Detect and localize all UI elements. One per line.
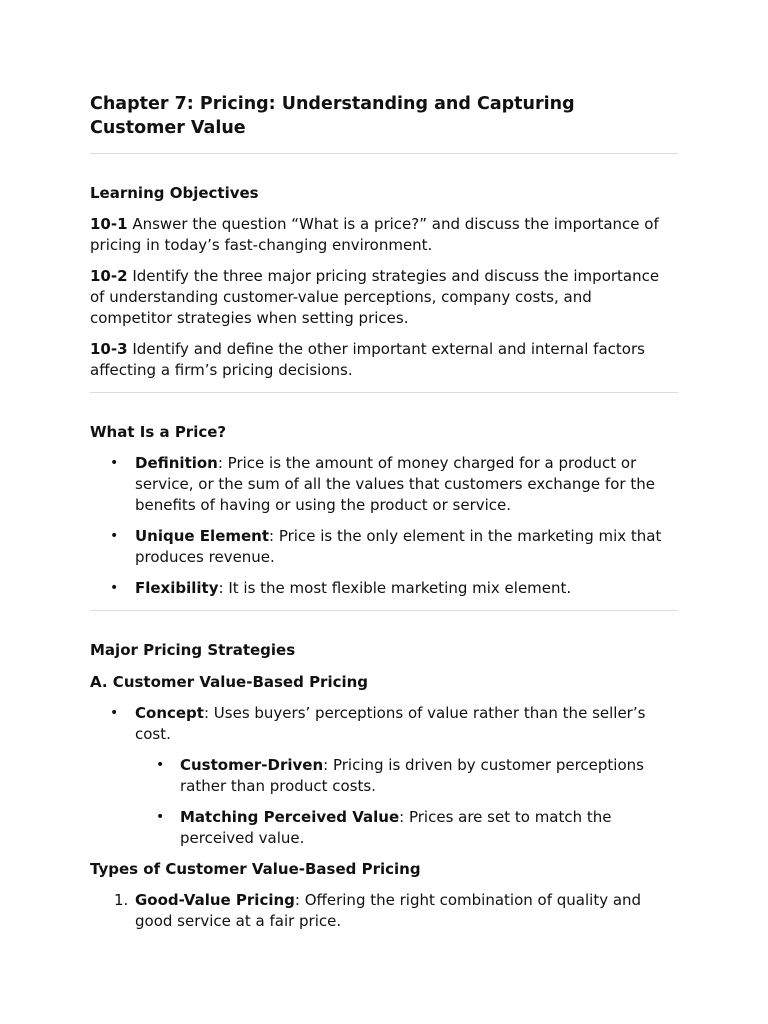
subheading-types-of-value-based-pricing: Types of Customer Value-Based Pricing bbox=[90, 860, 421, 878]
term: Unique Element bbox=[135, 527, 270, 545]
term: Definition bbox=[135, 454, 218, 472]
objective-10-2 bbox=[90, 266, 678, 329]
objective-text: Answer the question “What is a price?” and discuss the importance of pricing in today’s fast-changing environment. bbox=[90, 215, 659, 254]
bullet-icon: • bbox=[110, 580, 119, 596]
term: Matching Perceived Value bbox=[180, 808, 400, 826]
objective-10-1 bbox=[90, 214, 678, 256]
objective-number: 10-1 bbox=[90, 215, 128, 233]
list-item-flexibility bbox=[90, 578, 678, 599]
list-item-text: : Offering the right combination of quality and good service at a fair price. bbox=[135, 891, 642, 930]
list-item-matching-perceived-value bbox=[90, 807, 678, 849]
list-item-text: : Price is the only element in the marketing mix that produces revenue. bbox=[135, 527, 662, 566]
types-numbered-list bbox=[90, 890, 678, 932]
chapter-title: Chapter 7: Pricing: Understanding and Capturing Customer Value bbox=[90, 94, 575, 138]
bullet-icon: • bbox=[110, 705, 119, 721]
objective-text: Identify and define the other important external and internal factors affecting a firm’s pricing decisions. bbox=[90, 340, 645, 379]
bullet-icon: • bbox=[156, 757, 165, 773]
objective-number: 10-3 bbox=[90, 340, 128, 358]
section-heading-major-pricing-strategies: Major Pricing Strategies bbox=[90, 641, 296, 659]
term: Flexibility bbox=[135, 579, 219, 597]
section-heading-learning-objectives: Learning Objectives bbox=[90, 184, 259, 202]
divider bbox=[90, 610, 678, 611]
list-item-text: : It is the most flexible marketing mix element. bbox=[218, 579, 572, 597]
term: Good-Value Pricing bbox=[135, 891, 295, 909]
term: Concept bbox=[135, 704, 204, 722]
subheading-customer-value-based-pricing: A. Customer Value-Based Pricing bbox=[90, 673, 369, 691]
divider bbox=[90, 153, 678, 154]
list-number: 1. bbox=[114, 891, 129, 909]
list-item-text: : Pricing is driven by customer perceptions rather than product costs. bbox=[180, 756, 644, 795]
strategy-bullet-list bbox=[90, 703, 678, 849]
bullet-icon: • bbox=[110, 455, 119, 471]
price-bullet-list bbox=[90, 453, 678, 599]
objective-10-3 bbox=[90, 339, 678, 381]
list-item-customer-driven bbox=[90, 755, 678, 797]
objective-number: 10-2 bbox=[90, 267, 128, 285]
list-item-text: : Price is the amount of money charged for a product or service, or the sum of all the values that customers exchange for the benefits of having or using the product or service. bbox=[135, 454, 655, 514]
section-heading-what-is-a-price: What Is a Price? bbox=[90, 423, 227, 441]
term: Customer-Driven bbox=[180, 756, 324, 774]
divider bbox=[90, 392, 678, 393]
list-item-good-value-pricing bbox=[90, 890, 678, 932]
list-item-concept bbox=[90, 703, 678, 745]
bullet-icon: • bbox=[156, 809, 165, 825]
bullet-icon: • bbox=[110, 528, 119, 544]
list-item-text: : Prices are set to match the perceived value. bbox=[180, 808, 612, 847]
list-item-text: : Uses buyers’ perceptions of value rather than the seller’s cost. bbox=[135, 704, 646, 743]
list-item-unique-element bbox=[90, 526, 678, 568]
objective-text: Identify the three major pricing strategies and discuss the importance of understanding customer-value perceptions, company costs, and competitor strategies when setting prices. bbox=[90, 267, 660, 327]
list-item-definition bbox=[90, 453, 678, 516]
